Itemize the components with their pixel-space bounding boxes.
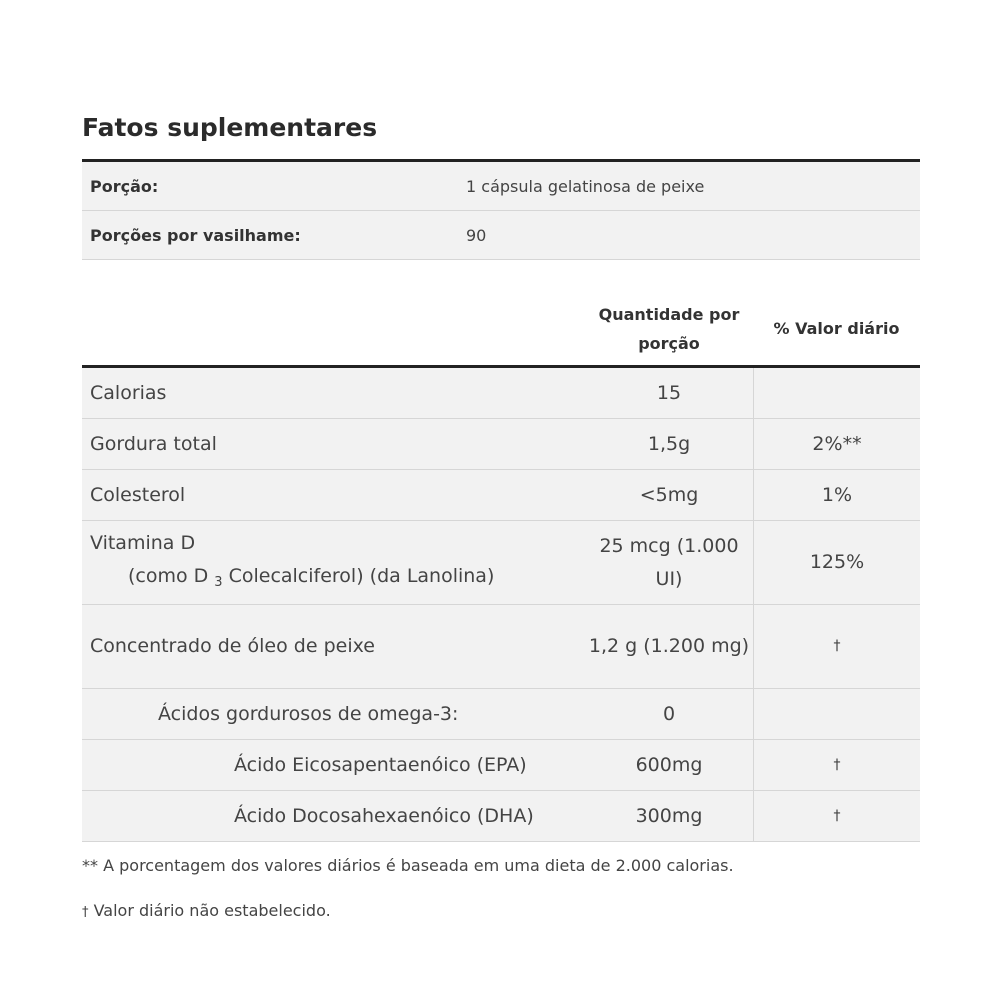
dagger-symbol: † (82, 905, 89, 920)
servings-per-container-row (82, 211, 920, 260)
daily-value-column-header: % Valor diário (773, 319, 900, 338)
nutrient-source-note (90, 560, 494, 599)
nutrient-quantity: 1,2 g (1.200 mg) (588, 635, 750, 657)
nutrient-name: Colesterol (90, 483, 186, 506)
nutrient-daily-value: 125% (753, 521, 920, 604)
table-row (82, 605, 920, 689)
table-row (82, 419, 920, 470)
nutrient-daily-value (753, 689, 920, 739)
nutrient-daily-value (753, 368, 920, 418)
nutrient-quantity: 600mg (635, 753, 703, 776)
not-established-footnote (82, 899, 331, 925)
nutrient-quantity: 300mg (635, 804, 703, 827)
nutrient-name: Ácido Eicosapentaenóico (EPA) (234, 753, 527, 776)
table-row (82, 470, 920, 521)
nutrient-name: Calorias (90, 381, 167, 404)
table-row (82, 368, 920, 419)
nutrient-daily-value: 2%** (753, 419, 920, 469)
nutrient-name: Ácido Docosahexaenóico (DHA) (234, 804, 534, 827)
nutrient-quantity: 0 (662, 702, 676, 725)
nutrient-quantity: 25 mcg (1.000 UI) (599, 534, 739, 590)
table-row (82, 689, 920, 740)
facts-table-header (82, 290, 920, 368)
nutrient-daily-value: † (753, 740, 920, 790)
servings-per-container-label: Porções por vasilhame: (90, 225, 301, 245)
nutrient-quantity: 15 (656, 381, 682, 404)
page-title: Fatos suplementares (82, 113, 378, 142)
nutrient-name: Gordura total (90, 432, 217, 455)
source-subscript: 3 (214, 574, 223, 590)
nutrient-name: Vitamina D (90, 531, 196, 554)
nutrient-daily-value: † (753, 791, 920, 841)
not-established-text: Valor diário não estabelecido. (88, 901, 331, 920)
servings-per-container-value: 90 (466, 225, 487, 245)
quantity-column-header: Quantidade por porção (598, 305, 740, 353)
nutrient-daily-value: † (753, 605, 920, 688)
serving-info-table (82, 159, 920, 260)
facts-table-body (82, 368, 920, 842)
nutrient-name: Ácidos gordurosos de omega-3: (158, 702, 459, 725)
daily-value-footnote: ** A porcentagem dos valores diários é baseada em uma dieta de 2.000 calorias. (82, 856, 734, 875)
serving-size-label: Porção: (90, 176, 159, 196)
serving-size-value: 1 cápsula gelatinosa de peixe (466, 176, 705, 196)
nutrient-daily-value: 1% (753, 470, 920, 520)
nutrient-name: Concentrado de óleo de peixe (90, 635, 375, 657)
table-row (82, 740, 920, 791)
table-row (82, 791, 920, 842)
table-row (82, 521, 920, 605)
nutrient-name-cell (82, 521, 585, 604)
nutrient-quantity: <5mg (639, 483, 699, 506)
nutrient-quantity: 1,5g (647, 432, 691, 455)
source-prefix: (como D (128, 564, 209, 587)
serving-size-row (82, 162, 920, 211)
source-suffix: Colecalciferol) (da Lanolina) (228, 564, 495, 587)
